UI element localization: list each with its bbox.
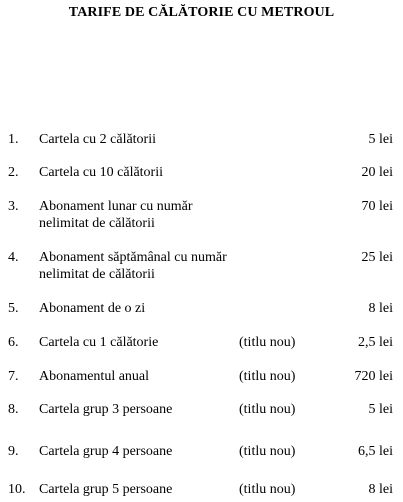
row-number: 4. xyxy=(8,250,19,265)
row-note: (titlu nou) xyxy=(239,402,296,417)
row-note: (titlu nou) xyxy=(239,369,296,384)
row-price: 5 lei xyxy=(368,132,393,147)
row-price: 2,5 lei xyxy=(358,335,393,350)
row-price: 70 lei xyxy=(361,199,393,214)
row-description: Cartela grup 5 persoane xyxy=(39,482,173,497)
row-description: Abonamentul anual xyxy=(39,369,150,384)
table-row xyxy=(0,198,403,238)
row-price: 5 lei xyxy=(368,402,393,417)
row-note: (titlu nou) xyxy=(239,482,296,497)
row-note: (titlu nou) xyxy=(239,444,296,459)
row-number: 9. xyxy=(8,444,19,459)
row-number: 10. xyxy=(8,482,26,497)
table-row xyxy=(0,401,403,441)
page-title: TARIFE DE CĂLĂTORIE CU METROUL xyxy=(68,5,335,20)
row-description: Abonament lunar cu număr nelimitat de călătorii xyxy=(39,199,193,231)
row-number: 3. xyxy=(8,199,19,214)
row-price: 720 lei xyxy=(354,369,393,384)
row-description: Abonament săptămânal cu număr nelimitat de călătorii xyxy=(39,250,227,282)
row-price: 25 lei xyxy=(361,250,393,265)
row-price: 20 lei xyxy=(361,165,393,180)
table-row xyxy=(0,481,403,501)
row-description: Cartela cu 2 călătorii xyxy=(39,132,156,147)
row-note: (titlu nou) xyxy=(239,335,296,350)
row-number: 8. xyxy=(8,402,19,417)
table-row xyxy=(0,249,403,289)
row-price: 6,5 lei xyxy=(358,444,393,459)
row-number: 1. xyxy=(8,132,19,147)
row-number: 7. xyxy=(8,369,19,384)
table-row xyxy=(0,443,403,483)
row-number: 2. xyxy=(8,165,19,180)
row-description: Abonament de o zi xyxy=(39,301,146,316)
row-description: Cartela grup 3 persoane xyxy=(39,402,173,417)
row-price: 8 lei xyxy=(368,482,393,497)
row-number: 5. xyxy=(8,301,19,316)
row-description: Cartela grup 4 persoane xyxy=(39,444,173,459)
row-description: Cartela cu 1 călătorie xyxy=(39,335,159,350)
row-price: 8 lei xyxy=(368,301,393,316)
row-number: 6. xyxy=(8,335,19,350)
row-description: Cartela cu 10 călătorii xyxy=(39,165,163,180)
